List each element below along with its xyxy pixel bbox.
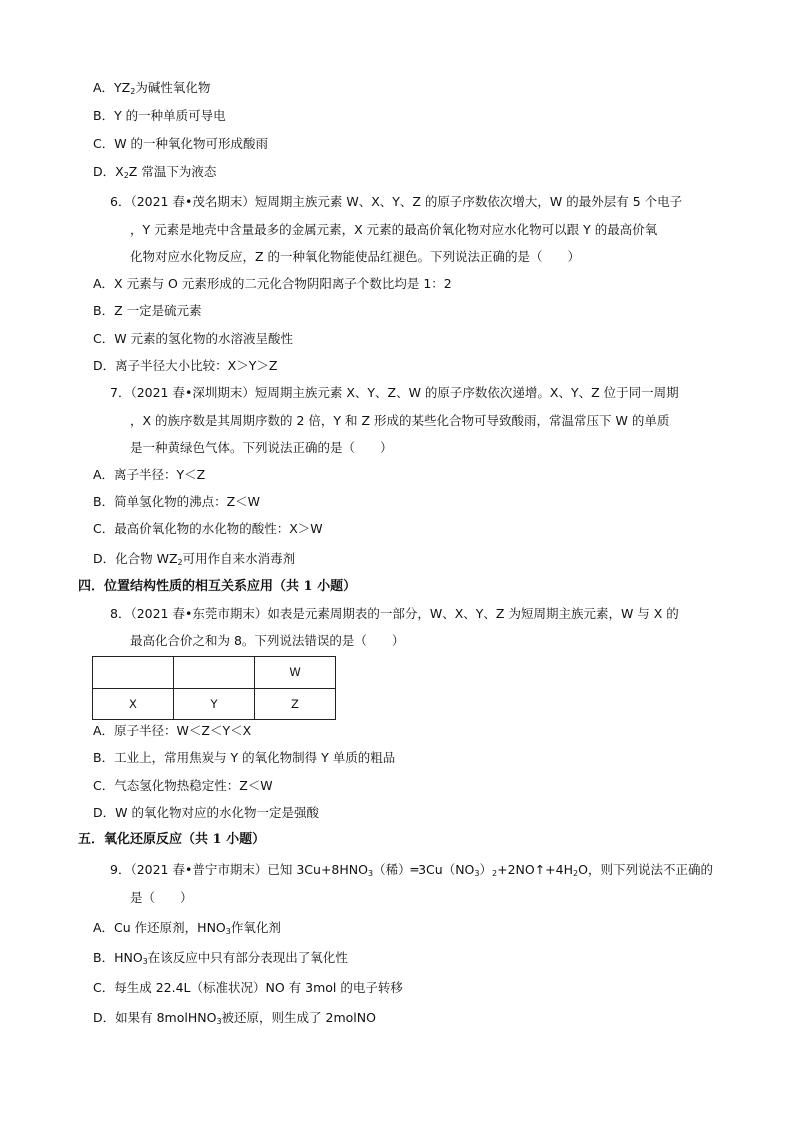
q9-option-d: D．如果有 8molHNO$_3$被还原，则生成了 2molNO <box>93 1010 376 1026</box>
q7-option-d: D．化合物 $WZ_2$可用作自来水消毒剂 <box>93 551 296 567</box>
section-heading-5: 五．氧化还原反应（共 1 小题） <box>78 832 266 847</box>
table-cell: Y <box>174 688 255 720</box>
q9-option-b: B．$HNO_3$在该反应中只有部分表现出了氧化性 <box>93 950 348 966</box>
table-row <box>93 657 336 689</box>
q9-option-c: C．每生成 22.4L（标准状况）NO 有 3mol 的电子转移 <box>93 980 403 995</box>
q5-option-a: A．$YZ_2$为碱性氧化物 <box>93 80 211 96</box>
q9-option-a: A．Cu 作还原剂，$HNO_3$作氧化剂 <box>93 920 281 936</box>
q6-option-c: C．W 元素的氢化物的水溶液呈酸性 <box>93 331 294 346</box>
q7-option-c: C．最高价氧化物的水化物的酸性：X＞W <box>93 521 323 536</box>
q7-stem-line-2: ，X 的族序数是其周期序数的 2 倍，Y 和 Z 形成的某些化合物可导致酸雨，常温常压下 W 的单质 <box>130 413 670 428</box>
q5-option-b: B．Y 的一种单质可导电 <box>93 108 226 123</box>
table-cell <box>93 657 174 689</box>
table-cell <box>174 657 255 689</box>
q8-option-b: B．工业上，常用焦炭与 Y 的氧化物制得 Y 单质的粗品 <box>93 750 396 765</box>
q5-option-c: C．W 的一种氧化物可形成酸雨 <box>93 136 269 151</box>
table-cell: X <box>93 688 174 720</box>
q7-stem-line-1: 7．（2021 春•深圳期末）短周期主族元素 X、Y、Z、W 的原子序数依次递增。X、Y、Z 位于同一周期 <box>110 385 679 400</box>
periodic-table-fragment <box>92 656 336 720</box>
q8-option-d: D．W 的氧化物对应的水化物一定是强酸 <box>93 805 319 820</box>
q7-option-b: B．简单氢化物的沸点：Z＜W <box>93 494 260 509</box>
q6-stem-line-3: 化物对应水化物反应，Z 的一种氧化物能使品红褪色。下列说法正确的是（ ） <box>130 249 581 264</box>
q8-stem-line-2: 最高化合价之和为 8。下列说法错误的是（ ） <box>130 633 405 648</box>
q6-option-a: A．X 元素与 O 元素形成的二元化合物阴阳离子个数比均是 1：2 <box>93 276 452 291</box>
q6-stem-line-1: 6．（2021 春•茂名期末）短周期主族元素 W、X、Y、Z 的原子序数依次增大，W 的最外层有 5 个电子 <box>110 194 683 209</box>
q8-option-a: A．原子半径：W＜Z＜Y＜X <box>93 723 252 738</box>
q9-stem-line-1: 9．（2021 春•普宁市期末）已知 $3Cu+8HNO_3$（稀）$═3Cu(NO_3)_2+2NO↑+4H_2O$，则下列说法不正确的 <box>110 862 713 878</box>
q8-stem-line-1: 8．（2021 春•东莞市期末）如表是元素周期表的一部分，W、X、Y、Z 为短周期主族元素，W 与 X 的 <box>110 606 679 621</box>
q5-option-d: D．$X_2Z$ 常温下为液态 <box>93 164 217 180</box>
q6-option-b: B．Z 一定是硫元素 <box>93 303 202 318</box>
table-row <box>93 688 336 720</box>
q9-stem-line-2: 是（ ） <box>130 890 193 905</box>
table-cell: W <box>255 657 336 689</box>
q6-stem-line-2: ，Y 元素是地壳中含量最多的金属元素，X 元素的最高价氧化物对应水化物可以跟 Y 的最高价氧 <box>130 222 658 237</box>
q8-option-c: C．气态氢化物热稳定性：Z＜W <box>93 778 273 793</box>
q6-option-d: D．离子半径大小比较：X＞Y＞Z <box>93 358 278 373</box>
table-cell: Z <box>255 688 336 720</box>
q7-stem-line-3: 是一种黄绿色气体。下列说法正确的是（ ） <box>130 440 393 455</box>
section-heading-4: 四．位置结构性质的相互关系应用（共 1 小题） <box>78 579 357 594</box>
q7-option-a: A．离子半径：Y＜Z <box>93 467 206 482</box>
